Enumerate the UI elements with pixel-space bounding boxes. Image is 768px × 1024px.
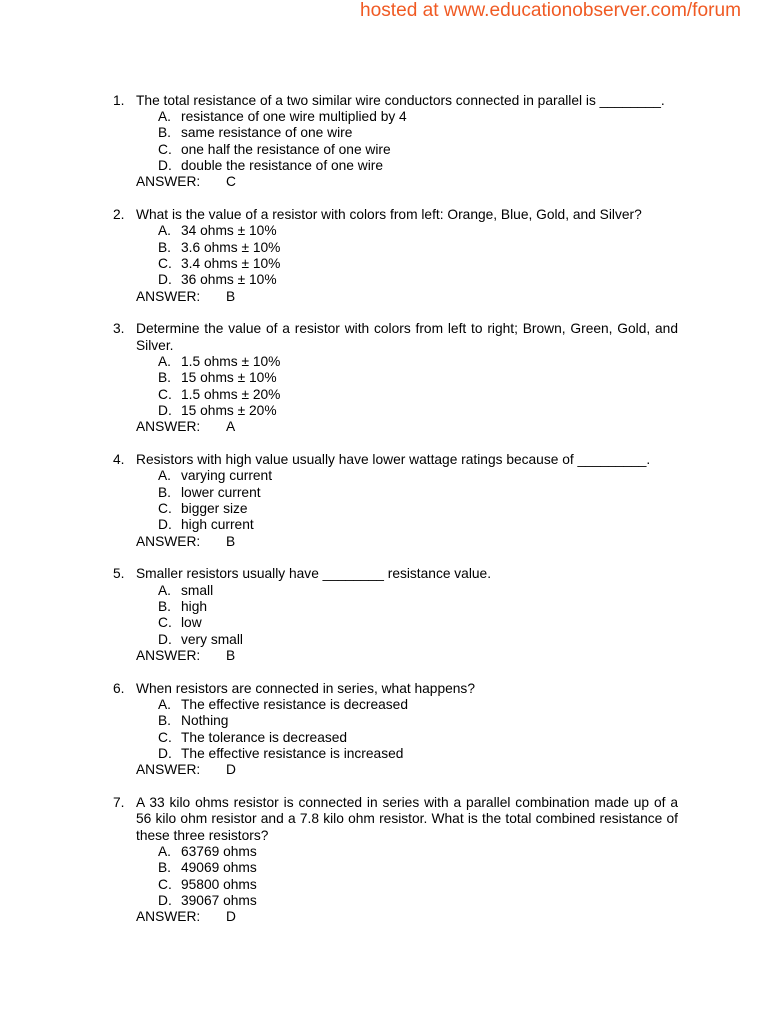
question-3: [0, 321, 768, 435]
option-text: 15 ohms ± 20%: [181, 403, 277, 419]
option-text: low: [181, 615, 202, 631]
question-text-line: What is the value of a resistor with colors from left: Orange, Blue, Gold, and Silver?: [136, 207, 642, 223]
option-text: double the resistance of one wire: [181, 158, 384, 174]
question-stem: [0, 452, 768, 468]
option-letter: D.: [158, 158, 172, 174]
option-text: high current: [181, 517, 254, 533]
option-a: [0, 468, 768, 484]
option-text: 3.4 ohms ± 10%: [181, 256, 281, 272]
question-text-line: these three resistors?: [136, 827, 269, 843]
answer-label: ANSWER:: [136, 762, 201, 778]
option-b: [0, 125, 768, 141]
option-text: 36 ohms ± 10%: [181, 272, 277, 288]
option-letter: D.: [158, 517, 172, 533]
option-text: 1.5 ohms ± 20%: [181, 386, 281, 402]
answer-label: ANSWER:: [136, 174, 201, 190]
question-5: [0, 566, 768, 664]
option-letter: B.: [158, 598, 172, 614]
option-text: 49069 ohms: [181, 860, 257, 876]
question-text-line: 56 kilo ohm resistor and a 7.8 kilo ohm resistor. What is the total combined resistance of: [136, 811, 678, 827]
option-letter: C.: [158, 256, 172, 272]
question-number: 3.: [113, 321, 125, 337]
option-text: resistance of one wire multiplied by 4: [181, 109, 407, 125]
option-text: small: [181, 582, 214, 598]
option-text: very small: [181, 631, 243, 647]
option-d: [0, 893, 768, 909]
answer-label: ANSWER:: [136, 288, 201, 304]
option-text: same resistance of one wire: [181, 125, 353, 141]
question-stem: [0, 93, 768, 109]
question-number: 2.: [113, 207, 125, 223]
option-text: bigger size: [181, 501, 248, 516]
option-b: [0, 713, 768, 729]
option-letter: B.: [158, 370, 172, 386]
question-number: 7.: [113, 794, 125, 810]
option-a: [0, 354, 768, 370]
answer-label: ANSWER:: [136, 909, 201, 925]
option-c: [0, 615, 768, 631]
option-c: [0, 256, 768, 272]
option-text: 39067 ohms: [181, 892, 257, 908]
question-text-line: A 33 kilo ohms resistor is connected in series with a parallel combination made up of a: [136, 794, 678, 810]
question-text-line: Silver.: [136, 337, 174, 353]
option-c: [0, 877, 768, 893]
option-a: [0, 844, 768, 860]
question-7: [0, 795, 768, 926]
question-6: [0, 681, 768, 779]
option-text: Nothing: [181, 713, 229, 729]
option-letter: A.: [158, 468, 172, 484]
question-2: [0, 207, 768, 305]
option-a: [0, 223, 768, 239]
option-text: 1.5 ohms ± 10%: [181, 354, 281, 370]
answer-value: D: [226, 909, 236, 925]
option-text: one half the resistance of one wire: [181, 141, 391, 157]
option-letter: B.: [158, 239, 172, 255]
question-number: 5.: [113, 566, 125, 582]
option-b: [0, 370, 768, 386]
option-text: 63769 ohms: [181, 843, 257, 859]
option-letter: D.: [158, 272, 172, 288]
option-text: The effective resistance is increased: [181, 745, 404, 761]
answer-row: [0, 648, 768, 664]
question-text: [136, 452, 678, 468]
answer-row: [0, 762, 768, 778]
question-stem: [0, 795, 768, 844]
question-text: [136, 566, 678, 582]
option-letter: D.: [158, 892, 172, 908]
answer-value: B: [226, 533, 236, 549]
option-letter: A.: [158, 354, 172, 370]
question-text: [136, 681, 678, 697]
option-d: [0, 632, 768, 648]
option-text: high: [181, 598, 208, 614]
answer-value: C: [226, 174, 236, 190]
question-4: [0, 452, 768, 550]
question-list: [0, 93, 768, 942]
option-letter: C.: [158, 386, 172, 402]
option-d: [0, 517, 768, 533]
option-d: [0, 158, 768, 174]
question-text: [136, 321, 678, 354]
option-letter: D.: [158, 745, 172, 761]
answer-value: B: [226, 288, 236, 304]
option-letter: C.: [158, 615, 172, 631]
option-a: [0, 697, 768, 713]
question-number: 4.: [113, 452, 125, 468]
option-c: [0, 387, 768, 403]
option-text: 3.6 ohms ± 10%: [181, 239, 281, 255]
option-text: 95800 ohms: [181, 876, 257, 892]
answer-value: D: [226, 762, 236, 778]
option-letter: C.: [158, 501, 172, 516]
option-c: [0, 501, 768, 517]
option-text: The effective resistance is decreased: [181, 696, 408, 712]
answer-label: ANSWER:: [136, 647, 201, 663]
option-letter: B.: [158, 125, 172, 141]
option-letter: A.: [158, 223, 172, 239]
question-stem: [0, 681, 768, 697]
option-letter: A.: [158, 109, 172, 125]
question-number: 6.: [113, 680, 125, 696]
option-d: [0, 272, 768, 288]
option-text: 15 ohms ± 10%: [181, 370, 277, 386]
answer-value: A: [226, 419, 236, 435]
option-text: 34 ohms ± 10%: [181, 223, 277, 239]
question-text-line: Determine the value of a resistor with colors from left to right; Brown, Green, Gold, and: [136, 321, 678, 337]
option-letter: A.: [158, 582, 172, 598]
option-letter: C.: [158, 876, 172, 892]
option-a: [0, 109, 768, 125]
option-letter: C.: [158, 141, 172, 157]
question-1: [0, 93, 768, 191]
hosted-at-banner: hosted at www.educationobserver.com/forum: [359, 0, 741, 21]
option-b: [0, 860, 768, 876]
answer-row: [0, 289, 768, 305]
option-b: [0, 599, 768, 615]
answer-row: [0, 534, 768, 550]
option-a: [0, 583, 768, 599]
question-text-line: Smaller resistors usually have ________ resistance value.: [136, 566, 492, 582]
option-letter: D.: [158, 631, 172, 647]
option-text: varying current: [181, 468, 273, 484]
option-d: [0, 403, 768, 419]
question-text: [136, 795, 678, 844]
answer-row: [0, 909, 768, 925]
question-stem: [0, 321, 768, 354]
option-letter: B.: [158, 713, 172, 729]
option-letter: A.: [158, 696, 172, 712]
answer-value: B: [226, 647, 236, 663]
option-d: [0, 746, 768, 762]
option-b: [0, 240, 768, 256]
option-b: [0, 485, 768, 501]
question-text-line: The total resistance of a two similar wire conductors connected in parallel is ________.: [136, 92, 665, 108]
option-text: The tolerance is decreased: [181, 729, 348, 745]
answer-label: ANSWER:: [136, 533, 201, 549]
question-number: 1.: [113, 92, 125, 108]
question-text: [136, 207, 678, 223]
question-stem: [0, 207, 768, 223]
answer-row: [0, 419, 768, 435]
question-text-line: When resistors are connected in series, what happens?: [136, 680, 475, 696]
option-letter: C.: [158, 729, 172, 745]
option-c: [0, 142, 768, 158]
option-letter: B.: [158, 484, 172, 500]
option-letter: B.: [158, 860, 172, 876]
question-text-line: Resistors with high value usually have lower wattage ratings because of _________.: [136, 452, 651, 468]
option-c: [0, 730, 768, 746]
question-stem: [0, 566, 768, 582]
option-letter: D.: [158, 403, 172, 419]
option-letter: A.: [158, 843, 172, 859]
question-text: [136, 93, 678, 109]
answer-row: [0, 174, 768, 190]
option-text: lower current: [181, 484, 261, 500]
answer-label: ANSWER:: [136, 419, 201, 435]
